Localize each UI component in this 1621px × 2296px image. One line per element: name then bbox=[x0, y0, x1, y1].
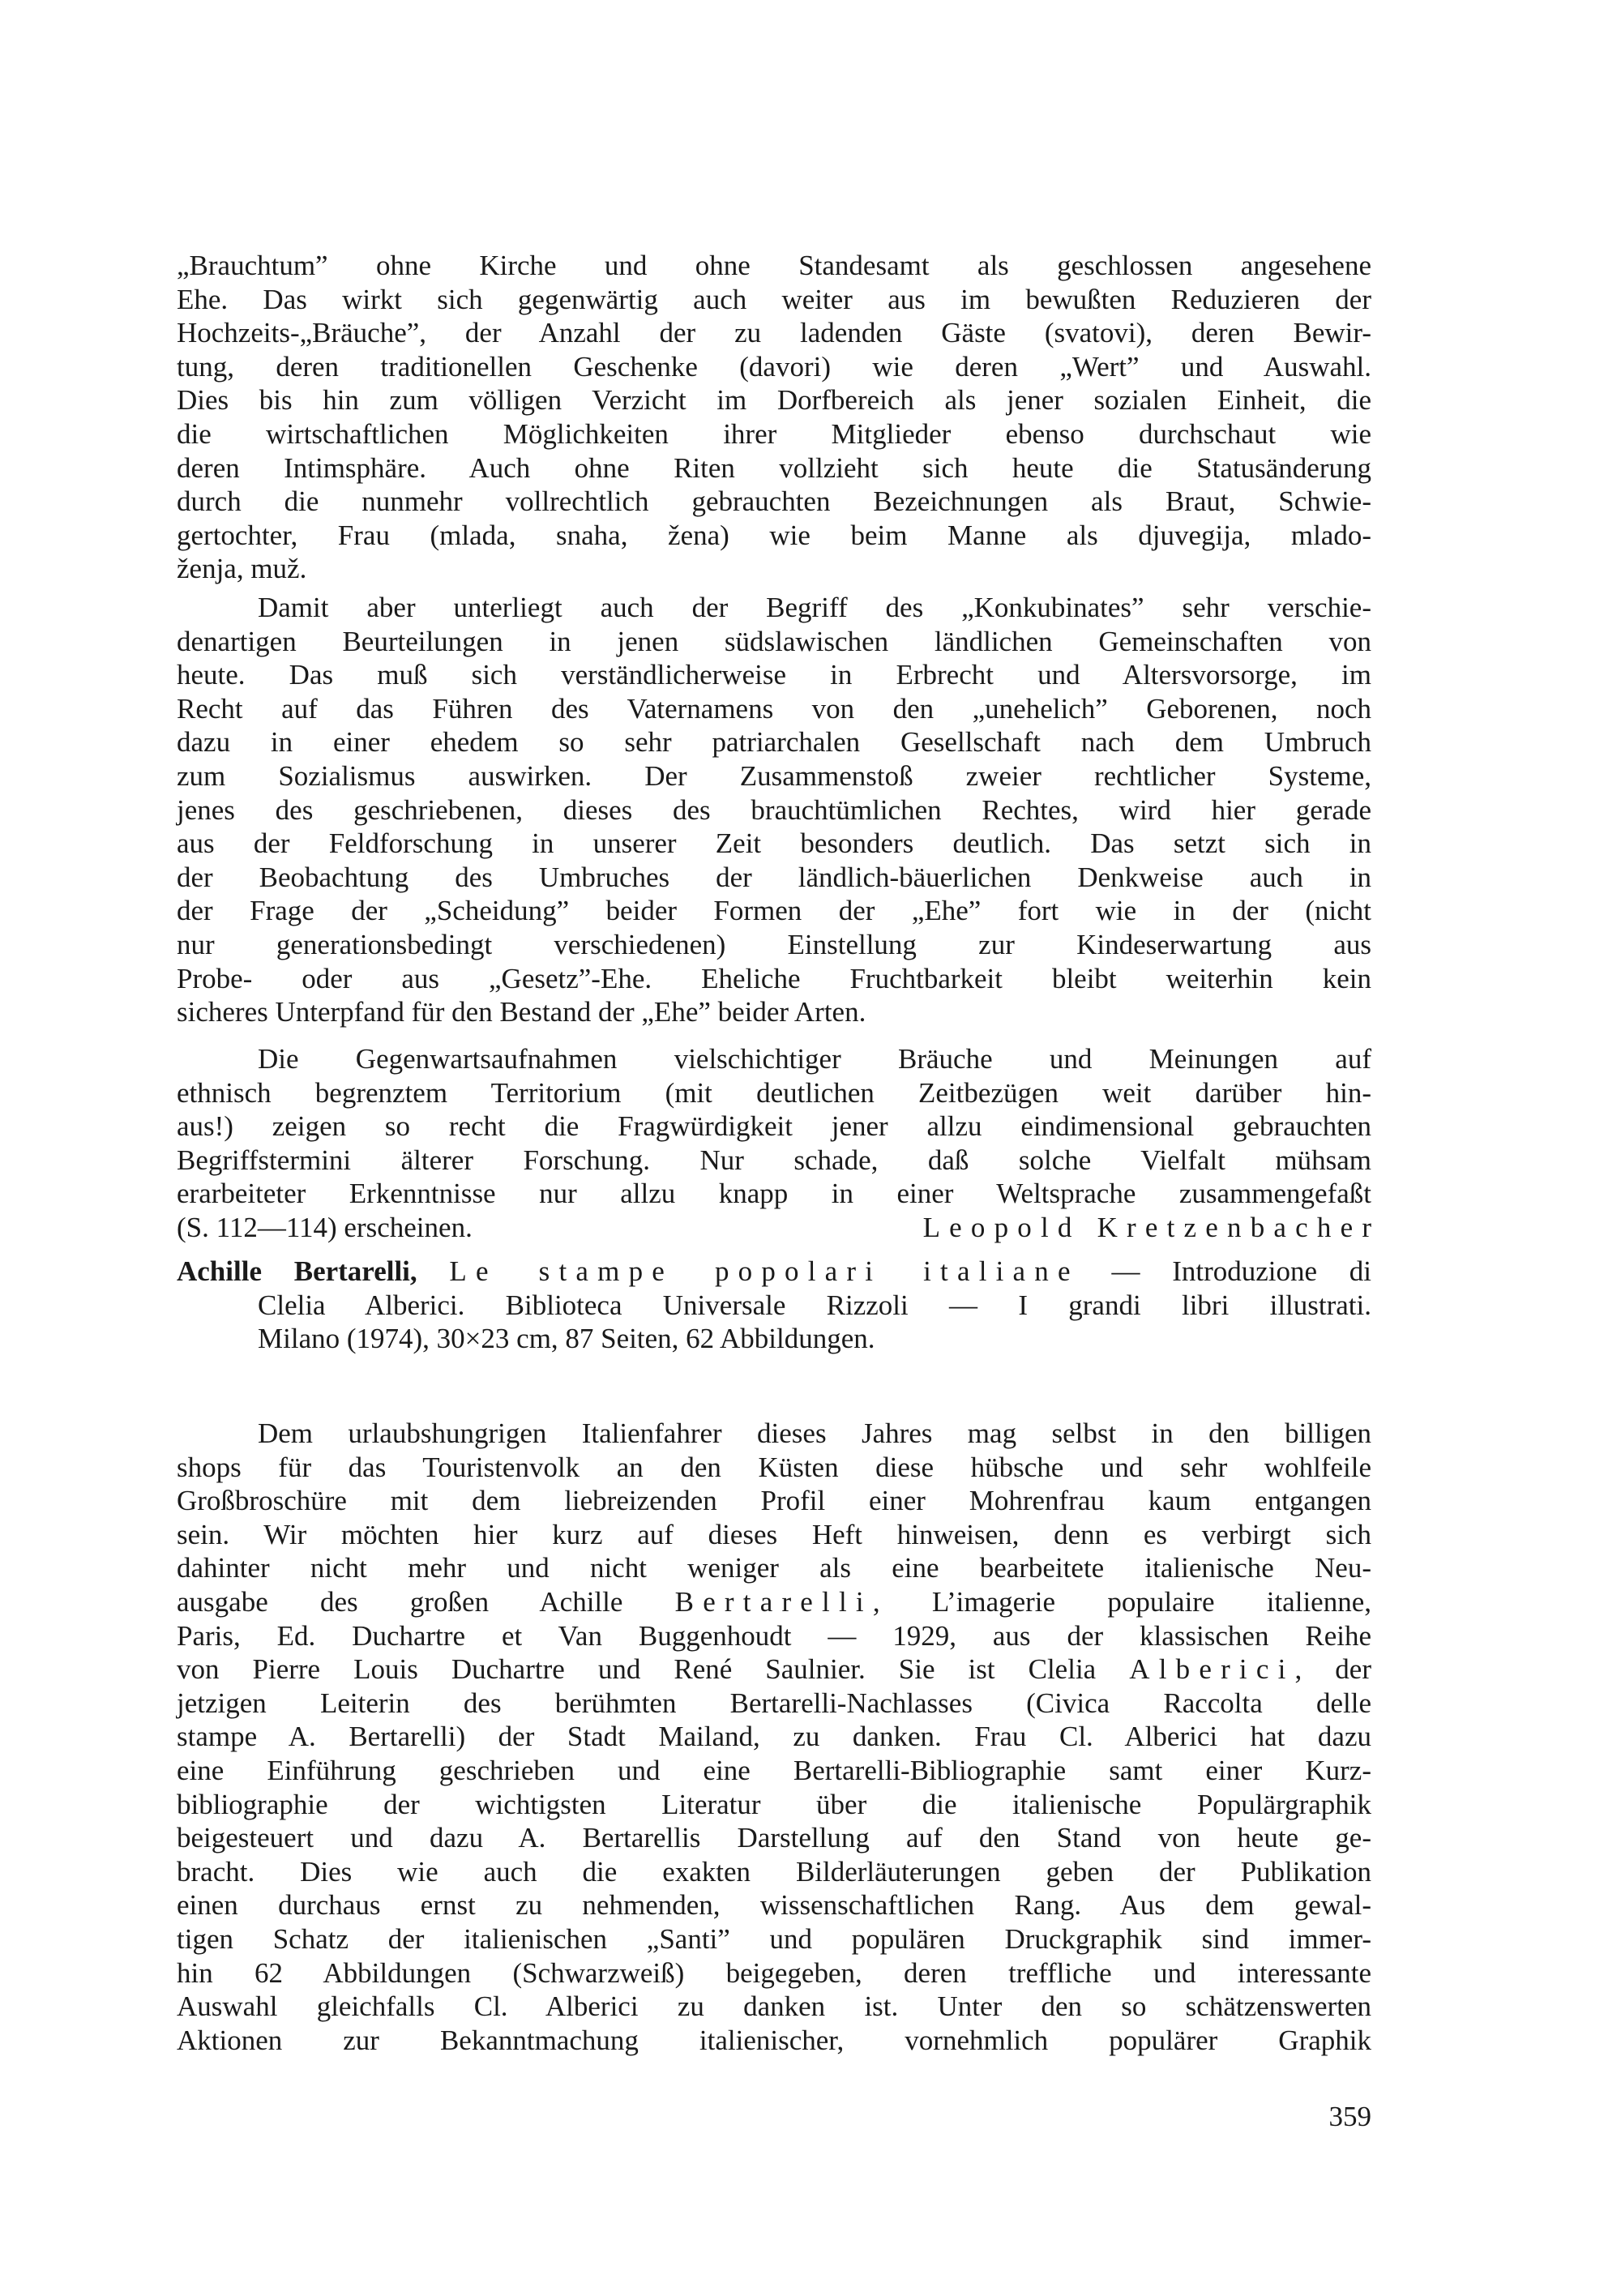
text-line: der Beobachtung des Umbruches der ländlich-bäuerlichen Denkweise auch in bbox=[177, 861, 1371, 893]
closing-text: (S. 112—114) erscheinen. bbox=[177, 1211, 473, 1243]
text-line: Dem urlaubshungrigen Italienfahrer dieses Jahres mag selbst in den billigen bbox=[258, 1417, 1371, 1449]
review-heading-line-1 bbox=[177, 1255, 1371, 1289]
text-line bbox=[177, 1585, 1371, 1619]
text-line: gertochter, Frau (mlada, snaha, žena) wie beim Manne als djuvegija, mlado- bbox=[177, 519, 1371, 551]
text-line: ženja, muž. bbox=[177, 553, 307, 585]
text-line: eine Einführung geschrieben und eine Bertarelli-Bibliographie samt einer Kurz- bbox=[177, 1754, 1371, 1786]
book-author: Achille Bertarelli, bbox=[177, 1255, 417, 1287]
text-line: nur generationsbedingt verschiedenen) Einstellung zur Kindeserwartung aus bbox=[177, 928, 1371, 960]
paragraph-3-lines bbox=[177, 1042, 1371, 1211]
text-segment: , der bbox=[1294, 1653, 1371, 1686]
text-line: Probe- oder aus „Gesetz”-Ehe. Eheliche Fruchtbarkeit bleibt weiterhin kein bbox=[177, 962, 1371, 994]
text-line: der Frage der „Scheidung” beider Formen der „Ehe” fort wie in der (nicht bbox=[177, 895, 1371, 927]
text-line: stampe A. Bertarelli) der Stadt Mailand, zu danken. Frau Cl. Alberici hat dazu bbox=[177, 1721, 1371, 1753]
text-line: ethnisch begrenztem Territorium (mit deutlichen Zeitbezügen weit darüber hin- bbox=[177, 1076, 1371, 1109]
text-line: Damit aber unterliegt auch der Begriff des „Konkubinates” sehr verschie- bbox=[258, 592, 1371, 623]
text-line: jenes des geschriebenen, dieses des brauchtümlichen Rechtes, wird hier gerade bbox=[177, 793, 1371, 826]
text-line: durch die nunmehr vollrechtlich gebrauchten Bezeichnungen als Braut, Schwie- bbox=[177, 485, 1371, 518]
text-line: tung, deren traditionellen Geschenke (davori) wie deren „Wert” und Auswahl. bbox=[177, 350, 1371, 383]
spaced-name: Bertarelli bbox=[674, 1585, 873, 1618]
text-line: die wirtschaftlichen Möglichkeiten ihrer Mitglieder ebenso durchschaut wie bbox=[177, 417, 1371, 450]
text-line: Dies bis hin zum völligen Verzicht im Dorfbereich als jener sozialen Einheit, die bbox=[177, 384, 1371, 417]
text-line: einen durchaus ernst zu nehmenden, wissenschaftlichen Rang. Aus dem gewal- bbox=[177, 1889, 1371, 1922]
text-line: Begriffstermini älterer Forschung. Nur schade, daß solche Vielfalt mühsam bbox=[177, 1144, 1371, 1176]
text-line: Recht auf das Führen des Vaternamens von den „unehelich” Geborenen, noch bbox=[177, 692, 1371, 725]
text-segment: ausgabe des großen Achille bbox=[177, 1585, 675, 1618]
text-line: bracht. Dies wie auch die exakten Bilderläuterungen geben der Publikation bbox=[177, 1855, 1371, 1888]
review-heading-line-3: Milano (1974), 30×23 cm, 87 Seiten, 62 Abbildungen. bbox=[258, 1323, 875, 1355]
text-line: Aktionen zur Bekanntmachung italienischer, vornehmlich populärer Graphik bbox=[177, 2024, 1371, 2056]
text-line: deren Intimsphäre. Auch ohne Riten vollzieht sich heute die Statusänderung bbox=[177, 451, 1371, 484]
text-line: sicheres Unterpfand für den Bestand der „Ehe” beider Arten. bbox=[177, 996, 866, 1028]
page-number: 359 bbox=[1328, 2101, 1371, 2132]
paragraph-3 bbox=[177, 1042, 1381, 1245]
text-segment: , L’imagerie populaire italienne, bbox=[872, 1585, 1371, 1618]
text-line: Auswahl gleichfalls Cl. Alberici zu danken ist. Unter den so schätzenswerten bbox=[177, 1990, 1371, 2023]
text-line: dazu in einer ehedem so sehr patriarchalen Gesellschaft nach dem Umbruch bbox=[177, 726, 1371, 759]
paragraph-4 bbox=[177, 1417, 1371, 2057]
text-line: erarbeiteter Erkenntnisse nur allzu knapp in einer Weltsprache zusammengefaßt bbox=[177, 1178, 1371, 1210]
text-line: jetzigen Leiterin des berühmten Bertarelli-Nachlasses (Civica Raccolta delle bbox=[177, 1687, 1371, 1719]
text-line: denartigen Beurteilungen in jenen südslawischen ländlichen Gemeinschaften von bbox=[177, 625, 1371, 657]
review-heading bbox=[177, 1255, 1371, 1356]
paragraph-1 bbox=[177, 249, 1371, 586]
text-line: bibliographie der wichtigsten Literatur über die italienische Populärgraphik bbox=[177, 1788, 1371, 1820]
text-line: Großbroschüre mit dem liebreizenden Profil einer Mohrenfrau kaum entgangen bbox=[177, 1485, 1371, 1517]
paragraph-2 bbox=[177, 591, 1371, 1029]
text-line: tigen Schatz der italienischen „Santi” und populären Druckgraphik sind immer- bbox=[177, 1922, 1371, 1955]
text-line: Ehe. Das wirkt sich gegenwärtig auch weiter aus im bewußten Reduzieren der bbox=[177, 283, 1371, 315]
reviewer-signature: Leopold Kretzenbacher bbox=[922, 1211, 1381, 1243]
text-line: Die Gegenwartsaufnahmen vielschichtiger Bräuche und Meinungen auf bbox=[258, 1043, 1371, 1075]
book-intro: — Introduzione di bbox=[1111, 1255, 1372, 1287]
book-title: Le stampe popolari italiane bbox=[449, 1255, 1080, 1287]
text-line: hin 62 Abbildungen (Schwarzweiß) beigegeben, deren treffliche und interessante bbox=[177, 1956, 1371, 1989]
text-line bbox=[177, 1653, 1371, 1687]
text-line: dahinter nicht mehr und nicht weniger als eine bearbeitete italienische Neu- bbox=[177, 1552, 1371, 1584]
text-line: sein. Wir möchten hier kurz auf dieses Heft hinweisen, denn es verbirgt sich bbox=[177, 1518, 1371, 1550]
review-heading-line-2: Clelia Alberici. Biblioteca Universale Rizzoli — I grandi libri illustrati. bbox=[258, 1289, 1371, 1321]
text-line: zum Sozialismus auswirken. Der Zusammenstoß zweier rechtlicher Systeme, bbox=[177, 759, 1371, 792]
text-line: aus der Feldforschung in unserer Zeit besonders deutlich. Das setzt sich in bbox=[177, 827, 1371, 860]
text-line: heute. Das muß sich verständlicherweise in Erbrecht und Altersvorsorge, im bbox=[177, 659, 1371, 691]
closing-line bbox=[177, 1211, 1381, 1245]
spaced-name: Alberici bbox=[1129, 1653, 1295, 1686]
text-line: beigesteuert und dazu A. Bertarellis Darstellung auf den Stand von heute ge- bbox=[177, 1822, 1371, 1854]
text-line: „Brauchtum” ohne Kirche und ohne Standesamt als geschlossen angesehene bbox=[177, 250, 1371, 281]
text-segment: von Pierre Louis Duchartre und René Saulnier. Sie ist Clelia bbox=[177, 1653, 1130, 1686]
text-line: aus!) zeigen so recht die Fragwürdigkeit jener allzu eindimensional gebrauchten bbox=[177, 1110, 1371, 1143]
text-line: Paris, Ed. Duchartre et Van Buggenhoudt — 1929, aus der klassischen Reihe bbox=[177, 1619, 1371, 1652]
text-line: Hochzeits-„Bräuche”, der Anzahl der zu ladenden Gäste (svatovi), deren Bewir- bbox=[177, 317, 1371, 349]
text-line: shops für das Touristenvolk an den Küsten diese hübsche und sehr wohlfeile bbox=[177, 1451, 1371, 1483]
